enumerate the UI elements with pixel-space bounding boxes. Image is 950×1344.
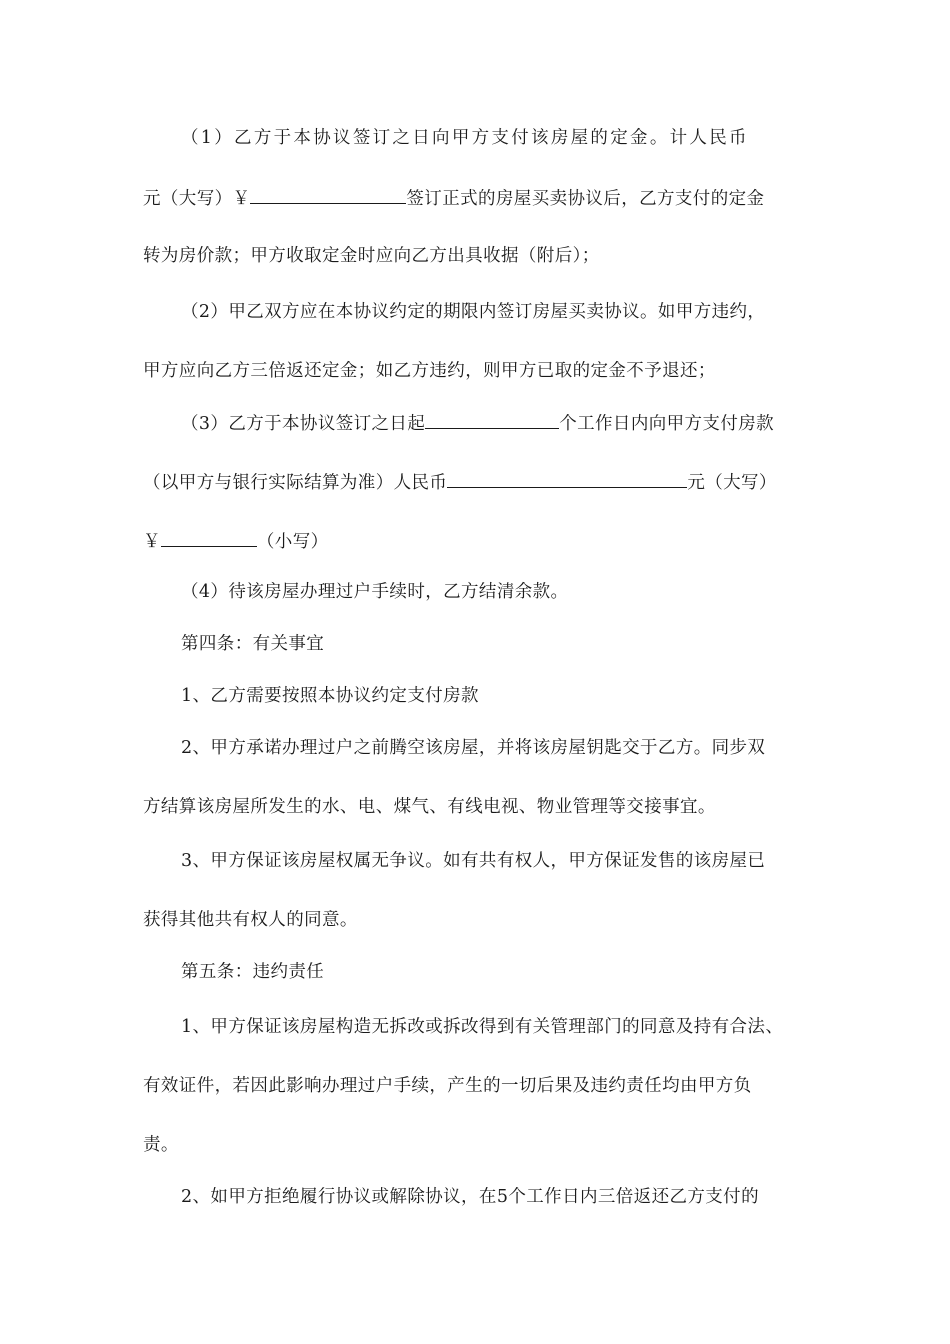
article-4-item-1 xyxy=(181,684,479,708)
article-4-item-3-line-1 xyxy=(181,849,765,873)
text-span: （1）乙方于本协议签订之日向甲方支付该房屋的定金。计人民币 xyxy=(181,128,749,148)
text-span: 元（大写）￥ xyxy=(143,189,251,209)
text-span: （以甲方与银行实际结算为准）人民币 xyxy=(143,473,448,493)
text-span: 第四条：有关事宜 xyxy=(181,634,325,654)
text-span: 元（大写） xyxy=(687,473,777,493)
clause-3-3-line-3 xyxy=(143,528,329,554)
clause-3-4 xyxy=(181,580,568,604)
text-span: 2、如甲方拒绝履行协议或解除协议，在5个工作日内三倍返还乙方支付的 xyxy=(181,1187,759,1207)
text-span: （3）乙方于本协议签订之日起 xyxy=(181,414,426,434)
article-4-item-2-line-2 xyxy=(143,795,716,819)
clause-3-2-line-2 xyxy=(143,359,716,383)
fill-in-blank xyxy=(425,410,559,429)
clause-3-1-line-1 xyxy=(181,126,749,150)
clause-3-1-line-2 xyxy=(143,185,764,211)
clause-3-3-line-2 xyxy=(143,469,777,495)
clause-3-2-line-1 xyxy=(181,300,765,324)
article-5-item-1-line-1 xyxy=(181,1015,783,1039)
text-span: 责。 xyxy=(143,1135,179,1155)
fill-in-blank xyxy=(250,185,406,204)
text-span: 获得其他共有权人的同意。 xyxy=(143,910,358,930)
clause-3-1-line-3 xyxy=(143,244,600,268)
fill-in-blank xyxy=(161,528,257,547)
text-span: 1、乙方需要按照本协议约定支付房款 xyxy=(181,686,479,706)
article-4-heading xyxy=(181,632,324,656)
text-span: 转为房价款；甲方收取定金时应向乙方出具收据（附后）； xyxy=(143,246,600,266)
article-4-item-3-line-2 xyxy=(143,908,358,932)
article-5-item-1-line-3 xyxy=(143,1133,179,1157)
text-span: 1、甲方保证该房屋构造无拆改或拆改得到有关管理部门的同意及持有合法、 xyxy=(181,1017,784,1037)
text-span: 方结算该房屋所发生的水、电、煤气、有线电视、物业管理等交接事宜。 xyxy=(143,797,716,817)
clause-3-3-line-1 xyxy=(181,410,774,436)
text-span: 2、甲方承诺办理过户之前腾空该房屋，并将该房屋钥匙交于乙方。同步双 xyxy=(181,738,766,758)
text-span: （4）待该房屋办理过户手续时，乙方结清余款。 xyxy=(181,582,569,602)
fill-in-blank xyxy=(447,469,687,488)
article-5-item-2-line-1 xyxy=(181,1185,759,1209)
article-5-heading xyxy=(181,960,324,984)
text-span: 个工作日内向甲方支付房款 xyxy=(559,414,775,434)
text-span: （小写） xyxy=(256,532,329,552)
text-span: 第五条：违约责任 xyxy=(181,962,325,982)
text-span: ￥ xyxy=(143,532,161,552)
text-span: （2）甲乙双方应在本协议约定的期限内签订房屋买卖协议。如甲方违约， xyxy=(181,302,766,322)
article-5-item-1-line-2 xyxy=(143,1074,752,1098)
text-span: 有效证件，若因此影响办理过户手续，产生的一切后果及违约责任均由甲方负 xyxy=(143,1076,752,1096)
text-span: 签订正式的房屋买卖协议后，乙方支付的定金 xyxy=(406,189,765,209)
text-span: 3、甲方保证该房屋权属无争议。如有共有权人，甲方保证发售的该房屋已 xyxy=(181,851,766,871)
article-4-item-2-line-1 xyxy=(181,736,765,760)
text-span: 甲方应向乙方三倍返还定金；如乙方违约，则甲方已取的定金不予退还； xyxy=(143,361,716,381)
